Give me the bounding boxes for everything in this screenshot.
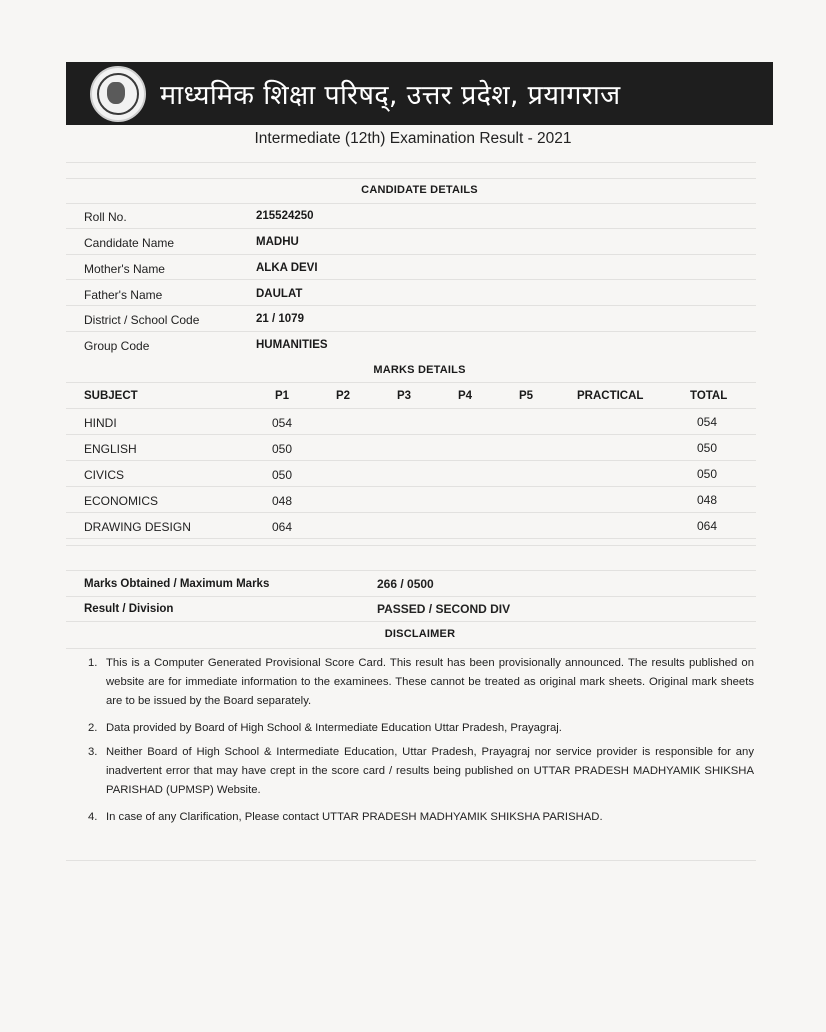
divider	[66, 305, 756, 306]
divider	[66, 331, 756, 332]
subject-cell: HINDI	[84, 416, 117, 430]
group-code-label: Group Code	[84, 339, 150, 353]
divider	[66, 545, 756, 546]
total-cell: 050	[697, 441, 718, 455]
disclaimer-text: Neither Board of High School & Intermediate Education, Uttar Pradesh, Prayagraj nor service provider is responsible for any inadvertent error that may have crept in the score card / results being published on UTTAR PRADESH MADHYAMIK SHIKSHA PARISHAD (UPMSP) Website.	[106, 746, 754, 796]
mother-name-value: ALKA DEVI	[256, 262, 318, 274]
disclaimer-item	[88, 808, 754, 827]
total-cell: 048	[697, 493, 718, 507]
divider	[66, 570, 756, 571]
disclaimer-number: 4.	[88, 811, 98, 823]
divider	[66, 621, 756, 622]
candidate-name-label: Candidate Name	[84, 236, 175, 250]
column-header-p5: P5	[519, 390, 534, 402]
candidate-details-heading: CANDIDATE DETAILS	[361, 184, 478, 196]
marks-details-heading: MARKS DETAILS	[373, 364, 466, 376]
disclaimer-text: In case of any Clarification, Please contact UTTAR PRADESH MADHYAMIK SHIKSHA PARISHAD.	[106, 811, 603, 823]
divider	[66, 162, 756, 163]
divider	[66, 203, 756, 204]
marks-obtained-value: 266 / 0500	[377, 577, 434, 591]
column-header-subject: SUBJECT	[84, 390, 138, 402]
marks-obtained-label: Marks Obtained / Maximum Marks	[84, 578, 270, 590]
candidate-name-value: MADHU	[256, 236, 299, 248]
column-header-p3: P3	[397, 390, 412, 402]
disclaimer-text: Data provided by Board of High School & Intermediate Education Uttar Pradesh, Prayagraj.	[106, 722, 562, 734]
total-cell: 054	[697, 415, 718, 429]
divider	[66, 648, 756, 649]
total-cell: 064	[697, 519, 718, 533]
column-header-practical: PRACTICAL	[577, 390, 644, 402]
divider	[66, 434, 756, 435]
group-code-value: HUMANITIES	[256, 339, 328, 351]
subject-cell: ECONOMICS	[84, 494, 159, 508]
column-header-p2: P2	[336, 390, 351, 402]
disclaimer-heading: DISCLAIMER	[384, 628, 456, 640]
district-school-code-label: District / School Code	[84, 313, 200, 327]
p1-cell: 050	[272, 468, 293, 482]
divider	[66, 279, 756, 280]
column-header-total: TOTAL	[690, 390, 728, 402]
divider	[66, 178, 756, 179]
roll-no-value: 215524250	[256, 210, 314, 222]
p1-cell: 048	[272, 494, 293, 508]
disclaimer-text: This is a Computer Generated Provisional Score Card. This result has been provisionally announced. The results published on website are for immediate information to the examinees. These cannot be treated as original mark sheets. Original mark sheets are to be issued by the Board separately.	[106, 657, 754, 707]
column-header-p4: P4	[458, 390, 473, 402]
board-title: माध्यमिक शिक्षा परिषद्, उत्तर प्रदेश, प्रयागराज	[160, 80, 621, 111]
disclaimer-number: 3.	[88, 746, 98, 758]
father-name-value: DAULAT	[256, 288, 303, 300]
total-cell: 050	[697, 467, 718, 481]
p1-cell: 054	[272, 416, 293, 430]
disclaimer-number: 2.	[88, 722, 98, 734]
divider	[66, 254, 756, 255]
p1-cell: 064	[272, 520, 293, 534]
board-emblem-icon	[90, 66, 146, 122]
divider	[66, 408, 756, 409]
result-division-value: PASSED / SECOND DIV	[377, 602, 511, 616]
father-name-label: Father's Name	[84, 288, 163, 302]
subject-cell: DRAWING DESIGN	[84, 520, 191, 534]
exam-title: Intermediate (12th) Examination Result - 2021	[254, 130, 572, 147]
disclaimer-item	[88, 719, 754, 738]
disclaimer-item	[88, 743, 754, 800]
divider	[66, 538, 756, 539]
column-header-p1: P1	[275, 390, 290, 402]
divider	[66, 486, 756, 487]
divider	[66, 596, 756, 597]
roll-no-label: Roll No.	[84, 210, 127, 224]
mother-name-label: Mother's Name	[84, 262, 165, 276]
board-header	[66, 62, 773, 125]
divider	[66, 860, 756, 861]
subject-cell: ENGLISH	[84, 442, 137, 456]
disclaimer-item	[88, 654, 754, 711]
divider	[66, 460, 756, 461]
subject-cell: CIVICS	[84, 468, 125, 482]
divider	[66, 512, 756, 513]
result-division-label: Result / Division	[84, 603, 174, 615]
disclaimer-number: 1.	[88, 657, 98, 669]
divider	[66, 382, 756, 383]
divider	[66, 228, 756, 229]
district-school-code-value: 21 / 1079	[256, 313, 304, 325]
p1-cell: 050	[272, 442, 293, 456]
